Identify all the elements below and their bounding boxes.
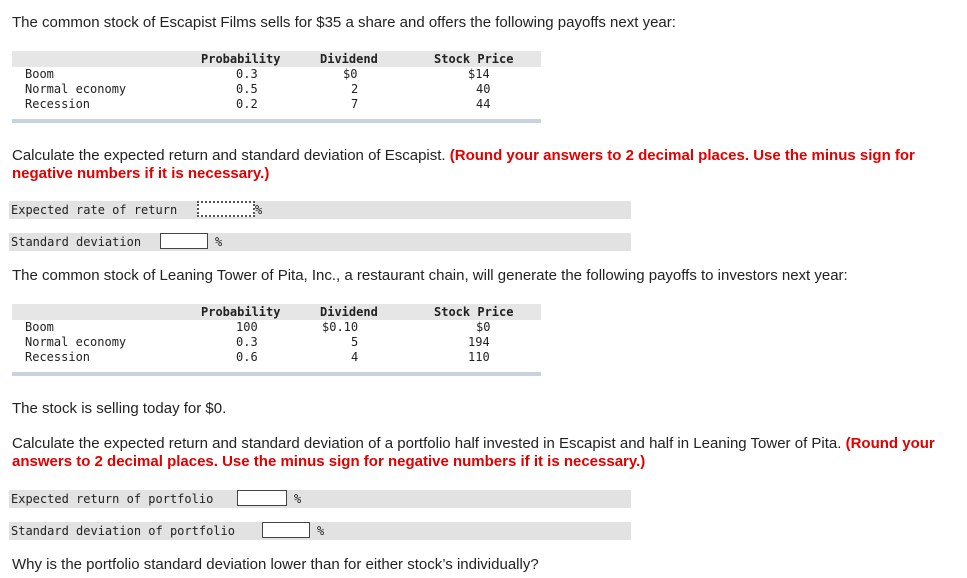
header-dividend: Dividend	[320, 305, 378, 319]
percent-unit: %	[294, 492, 302, 506]
row-dividend: 2	[351, 82, 359, 96]
percent-unit: %	[317, 524, 325, 538]
row-probability: 0.2	[236, 97, 258, 111]
row-state: Normal economy	[25, 82, 127, 96]
portfolio-std-label: Standard deviation of portfolio	[11, 524, 235, 538]
header-probability: Probability	[201, 305, 281, 319]
payoff-table-pita	[12, 304, 541, 376]
percent-unit: %	[215, 235, 223, 249]
expected-return-input[interactable]	[197, 201, 255, 217]
row-probability: 0.6	[236, 350, 258, 364]
row-probability: 0.3	[236, 335, 258, 349]
portfolio-return-input[interactable]	[237, 490, 287, 506]
question-text: Calculate the expected return and standard deviation of a portfolio half invested in Escapist and half in Leaning Tower of Pita.	[12, 435, 842, 452]
portfolio-std-input[interactable]	[262, 522, 310, 538]
intro-escapist: The common stock of Escapist Films sells for $35 a share and offers the following payoffs next year:	[12, 14, 676, 31]
row-dividend: $0.10	[322, 320, 359, 334]
row-dividend: $0	[343, 67, 358, 81]
row-dividend: 4	[351, 350, 359, 364]
question-why: Why is the portfolio standard deviation lower than for either stock’s individually?	[12, 556, 539, 573]
row-price: 194	[468, 335, 490, 349]
header-stock-price: Stock Price	[434, 52, 514, 66]
header-stock-price: Stock Price	[434, 305, 514, 319]
table-footer-bar	[12, 119, 541, 123]
table-footer-bar	[12, 372, 541, 376]
std-dev-label: Standard deviation	[11, 235, 142, 249]
percent-unit: %	[255, 203, 263, 217]
row-state: Recession	[25, 350, 91, 364]
row-dividend: 7	[351, 97, 359, 111]
row-probability: 0.3	[236, 67, 258, 81]
row-price: 40	[476, 82, 491, 96]
row-price: $14	[468, 67, 490, 81]
row-price: $0	[476, 320, 491, 334]
header-dividend: Dividend	[320, 52, 378, 66]
header-probability: Probability	[201, 52, 281, 66]
row-price: 110	[468, 350, 490, 364]
std-dev-input[interactable]	[160, 233, 208, 249]
question-portfolio	[12, 435, 952, 471]
question-escapist	[12, 147, 952, 183]
payoff-table-escapist	[12, 51, 541, 123]
row-price: 44	[476, 97, 491, 111]
row-state: Recession	[25, 97, 91, 111]
rounding-instruction: (Round your answers to 2 decimal places. Use the minus sign for negative numbers if it is necessary.)	[12, 147, 915, 182]
row-dividend: 5	[351, 335, 359, 349]
row-state: Normal economy	[25, 335, 127, 349]
selling-price-text: The stock is selling today for $0.	[12, 400, 227, 417]
row-state: Boom	[25, 67, 54, 81]
rounding-instruction: (Round your answers to 2 decimal places. Use the minus sign for negative numbers if it is necessary.)	[12, 435, 935, 470]
intro-pita: The common stock of Leaning Tower of Pita, Inc., a restaurant chain, will generate the following payoffs to investors next year:	[12, 267, 848, 284]
question-text: Calculate the expected return and standard deviation of Escapist.	[12, 147, 446, 164]
row-probability: 0.5	[236, 82, 258, 96]
expected-return-label: Expected rate of return	[11, 203, 178, 217]
row-probability: 100	[236, 320, 258, 334]
row-state: Boom	[25, 320, 54, 334]
portfolio-return-label: Expected return of portfolio	[11, 492, 214, 506]
